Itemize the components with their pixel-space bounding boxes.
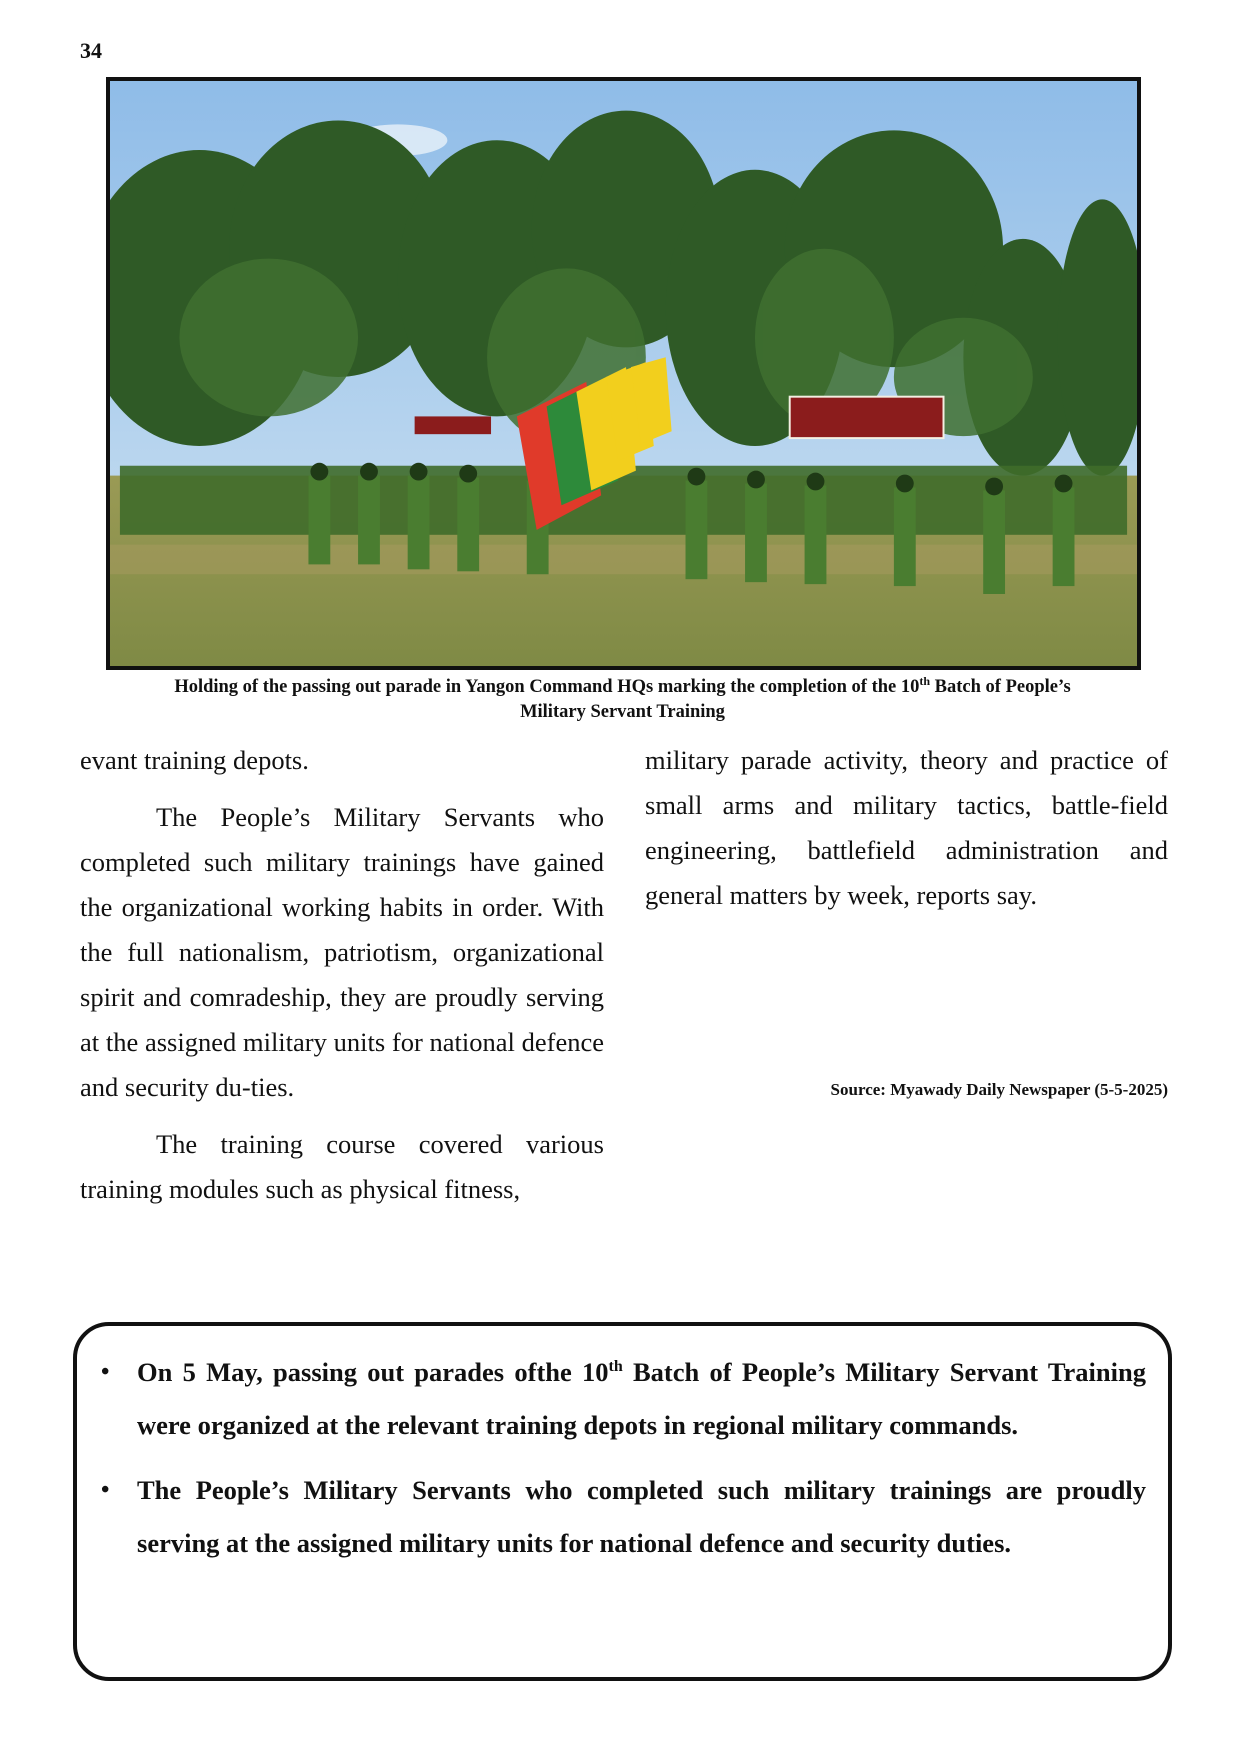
source-citation: Source: Myawady Daily Newspaper (5-5-2025) [830, 1080, 1168, 1099]
summary-list [99, 1346, 1146, 1570]
parade-photo-illustration [110, 81, 1137, 666]
caption-text-line2: Military Servant Training [520, 702, 725, 722]
article-right-column [645, 738, 1168, 918]
summary-item-2-text: The People’s Military Servants who completed such military trainings are proudly serving at the assigned military units for national defence and security duties. [137, 1475, 1146, 1558]
caption-superscript: th [919, 674, 931, 688]
article-left-column [80, 738, 604, 1212]
article-paragraph-1: evant training depots. [80, 745, 309, 775]
bullet-icon: • [101, 1477, 110, 1503]
summary-item [99, 1346, 1146, 1452]
caption-text-part1: Holding of the passing out parade in Yangon Command HQs marking the completion of the 10 [174, 677, 920, 697]
article-paragraph-3: The training course covered various training modules such as physical fitness, [80, 1129, 604, 1204]
summary-item-1-superscript: th [608, 1358, 623, 1375]
article-paragraph-4: military parade activity, theory and practice of small arms and military tactics, battle-field engineering, battlefield administration and general matters by week, reports say. [645, 745, 1168, 910]
bullet-icon: • [101, 1359, 110, 1385]
summary-item-1-part1: On 5 May, passing out parades ofthe 10 [137, 1357, 609, 1387]
photo-caption [100, 675, 1145, 725]
page-number: 34 [80, 38, 102, 63]
summary-item [99, 1464, 1146, 1570]
article-paragraph-2: The People’s Military Servants who completed such military trainings have gained the organizational working habits in order. With the full nationalism, patriotism, organizational spirit and comradeship, they are proudly serving at the assigned military units for national defence and security du-ties. [80, 802, 604, 1102]
summary-item-1-part2: Batch of People’s Military Servant Training were organized at the relevant training depots in regional military commands. [137, 1357, 1146, 1440]
summary-box [73, 1322, 1172, 1681]
caption-text-part2: Batch of People’s [930, 677, 1071, 697]
parade-photo [106, 77, 1141, 670]
